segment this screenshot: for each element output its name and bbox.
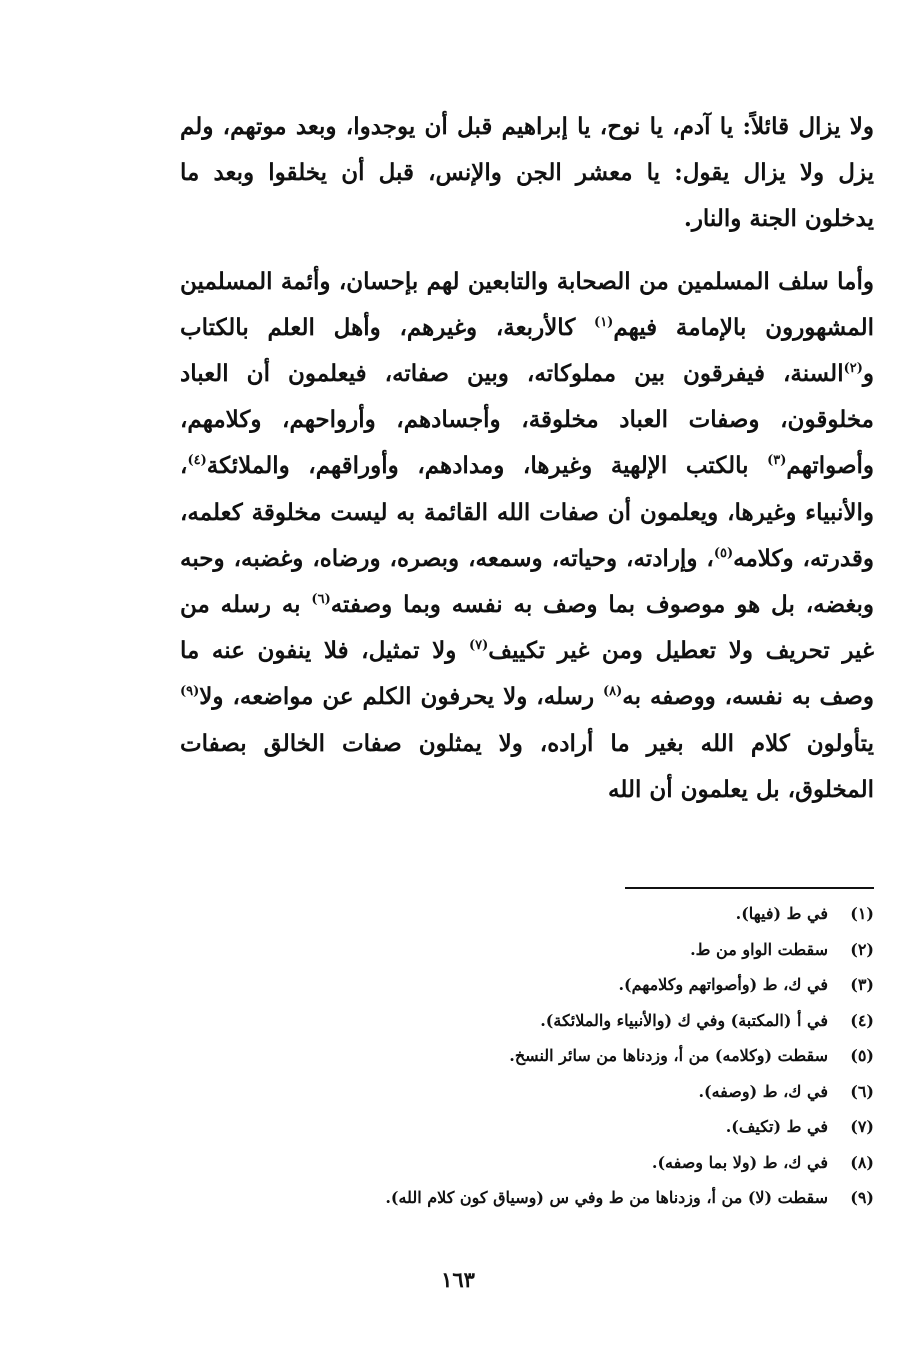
footnote-ref-9[interactable]: (٩) xyxy=(180,684,200,700)
text-segment: ، والأنبياء وغيرها، ويعلمون أن صفات الله القائمة به ليست مخلوقة كعلمه، وقدرته، وكلامه xyxy=(180,452,874,572)
text-segment: به رسله من غير تحريف ولا تعطيل ومن غير تكييف xyxy=(180,591,874,665)
footnote-number: (٩) xyxy=(850,1188,874,1207)
footnote-text: سقطت (لا) من أ، وزدناها من ط وفي س (وسياق كون كلام الله). xyxy=(385,1188,828,1207)
footnote-ref-8[interactable]: (٨) xyxy=(603,684,623,700)
footnotes-list xyxy=(180,904,874,1224)
text-segment: وأما سلف المسلمين من الصحابة والتابعين لهم بإحسان، وأئمة المسلمين المشهورون بالإمامة فيهم xyxy=(180,267,874,341)
footnote-ref-4[interactable]: (٤) xyxy=(187,453,207,469)
text-segment: يتأولون كلام الله بغير ما أراده، ولا يمثلون صفات الخالق بصفات المخلوق، بل يعلمون أن الله xyxy=(180,729,874,803)
footnote-number: (١) xyxy=(850,904,874,923)
footnote-number: (٨) xyxy=(850,1152,874,1172)
footnote-8 xyxy=(180,1153,874,1189)
text-segment: بالكتب الإلهية وغيرها، ومدادهم، وأوراقهم، والملائكة xyxy=(206,452,768,480)
footnote-1 xyxy=(180,904,874,940)
footnote-text: سقطت الواو من ط. xyxy=(690,939,828,959)
page-number: ١٦٣ xyxy=(441,1267,475,1292)
footnote-5 xyxy=(180,1046,874,1082)
footnote-number: (٣) xyxy=(850,975,874,994)
footnote-text: في ك، ط (ولا بما وصفه). xyxy=(651,1152,828,1172)
footnote-number: (٦) xyxy=(850,1081,874,1101)
footnote-text: في ط (تكيف). xyxy=(725,1117,828,1136)
footnote-number: (٢) xyxy=(850,939,874,959)
footnote-ref-6[interactable]: (٦) xyxy=(311,592,331,608)
footnote-7 xyxy=(180,1117,874,1153)
paragraph-1: ولا يزال قائلاً: يا آدم، يا نوح، يا إبراهيم قبل أن يوجدوا، وبعد موتهم، ولم يزل ولا يزال يقول: يا معشر الجن والإنس، قبل أن يخلقوا وبعد ما يدخلون الجنة والنار. xyxy=(180,113,874,233)
footnote-3 xyxy=(180,975,874,1011)
footnote-ref-2[interactable]: (٢) xyxy=(843,361,863,377)
paragraph-2 xyxy=(180,259,874,813)
footnote-ref-3[interactable]: (٣) xyxy=(767,453,787,469)
footnote-text: سقطت (وكلامه) من أ، وزدناها من سائر النسخ. xyxy=(509,1046,828,1065)
text-segment: ، وإرادته، وحياته، وسمعه، وبصره، ورضاه، وغضبه، وحبه وبغضه، بل هو موصوف بما وصف به نفسه وبما وصفته xyxy=(180,544,875,619)
footnote-text: في ك، ط (وصفه). xyxy=(698,1081,828,1101)
footnote-ref-7[interactable]: (٧) xyxy=(469,638,489,654)
main-text xyxy=(180,104,874,813)
footnote-9 xyxy=(180,1188,874,1224)
footnote-text: في ط (فيها). xyxy=(735,904,828,923)
footnote-divider xyxy=(625,887,874,889)
footnote-number: (٧) xyxy=(850,1117,874,1136)
footnote-2 xyxy=(180,940,874,976)
footnote-number: (٥) xyxy=(850,1046,874,1065)
text-segment: كالأربعة، وغيرهم، وأهل العلم بالكتاب و xyxy=(180,313,874,388)
footnote-number: (٤) xyxy=(850,1010,874,1030)
footnote-text: في ك، ط (وأصواتهم وكلامهم). xyxy=(618,975,828,994)
text-segment: رسله، ولا يحرفون الكلم عن مواضعه، ولا xyxy=(199,683,603,711)
text-segment: السنة، فيفرقون بين مملوكاته، وبين صفاته، فيعلمون أن العباد مخلوقون، وصفات العباد مخلوقة، وأجسادهم، وأرواحهم، وكلامهم، وأصواتهم xyxy=(180,360,874,480)
footnote-4 xyxy=(180,1011,874,1047)
footnote-text: في أ (المكتبة) وفي ك (والأنبياء والملائكة). xyxy=(540,1010,828,1030)
footnote-6 xyxy=(180,1082,874,1118)
footnote-ref-5[interactable]: (٥) xyxy=(713,545,734,561)
footnote-ref-1[interactable]: (١) xyxy=(594,314,614,330)
text-segment: ولا تمثيل، فلا ينفون عنه ما وصف به نفسه، ووصفه به xyxy=(180,637,874,711)
